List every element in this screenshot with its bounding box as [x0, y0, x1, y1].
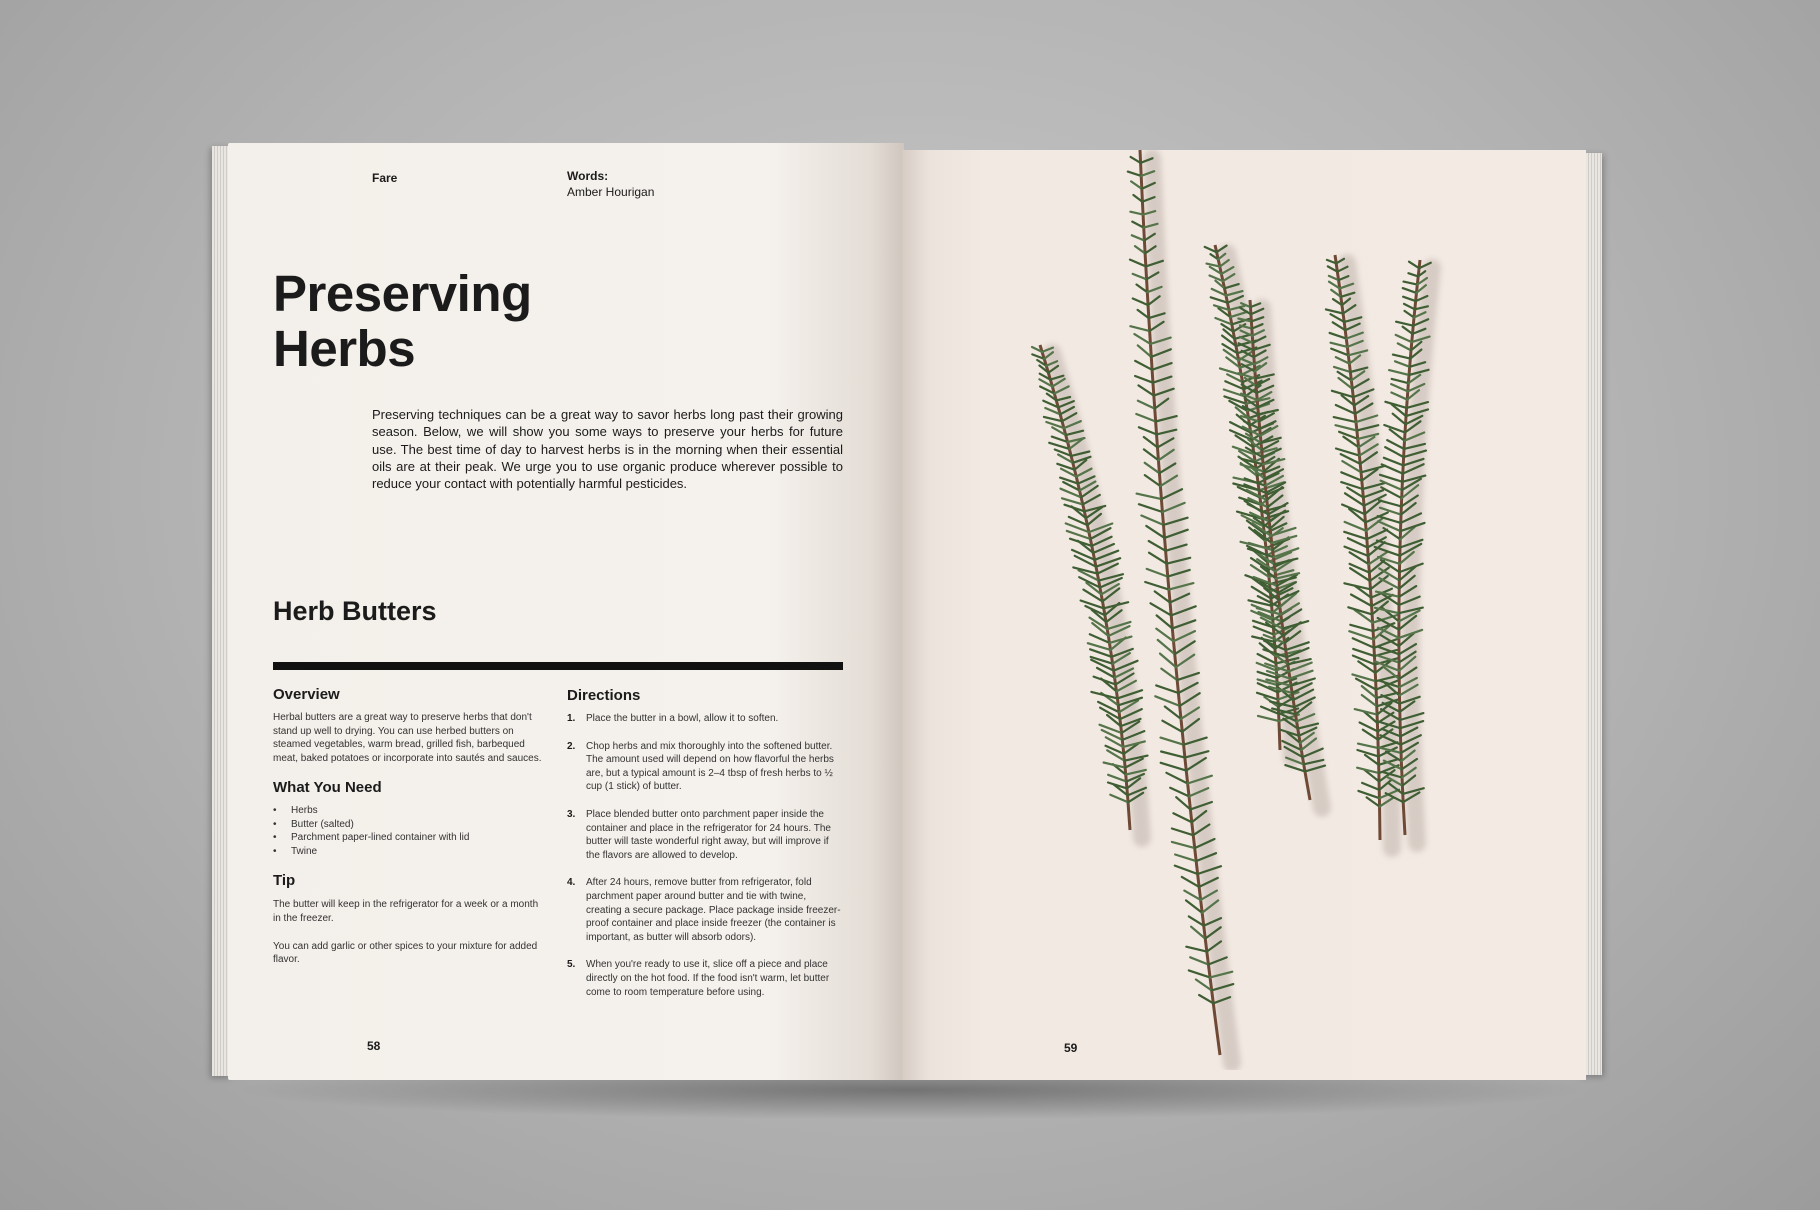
list-item: • Twine	[273, 845, 548, 859]
step-number: 2.	[567, 740, 576, 752]
article-title	[273, 266, 693, 376]
heading-rule	[273, 662, 843, 670]
step-number: 4.	[567, 877, 576, 889]
direction-step	[567, 808, 843, 862]
right-column	[567, 687, 843, 1013]
tip-heading: Tip	[273, 872, 296, 890]
section-heading: Herb Butters	[273, 596, 437, 626]
rosemary-sprigs-image	[1000, 150, 1520, 1070]
direction-step	[567, 712, 843, 726]
step-number: 1.	[567, 713, 576, 724]
title-line-2: Herbs	[273, 320, 416, 377]
page-number-left: 58	[367, 1039, 381, 1053]
overview-heading: Overview	[273, 686, 340, 703]
author-name: Amber Hourigan	[567, 185, 655, 199]
need-list	[273, 804, 548, 858]
direction-step	[567, 958, 843, 999]
list-item: • Herbs	[273, 804, 548, 818]
intro-paragraph: Preserving techniques can be a great way to savor herbs long past their growing season. Below, we will show you some ways to preserve your herbs for future use. The best time of day to harvest herbs is in the morning when their essential oils are at their peak. We urge you to use organic produce wherever possible to reduce your contact with potentially harmful pesticides.	[372, 407, 843, 492]
words-label: Words:	[567, 169, 609, 183]
step-text: Chop herbs and mix thoroughly into the softened butter. The amount used will depend on how flavorful the herbs are, but a typical amount is 2–4 tbsp of fresh herbs to ½ cup (1 stick) of butter.	[586, 740, 834, 793]
list-item: • Butter (salted)	[273, 818, 548, 832]
page-number-right: 59	[1064, 1041, 1078, 1055]
section-label: Fare	[372, 171, 398, 185]
directions-list	[567, 712, 843, 999]
step-number: 3.	[567, 808, 576, 820]
overview-text: Herbal butters are a great way to preserve herbs that don't stand up well to drying. You can use herbed butters on steamed vegetables, warm bread, grilled fish, barbequed meat, baked potatoes or incorporate into sautés and sauces.	[273, 712, 542, 764]
direction-step	[567, 740, 843, 794]
step-text: Place blended butter onto parchment paper inside the container and place in the refrigerator for 24 hours. The butter will taste wonderful right away, but will improve if the flavors are allowed to develop.	[586, 808, 831, 861]
list-item: • Parchment paper-lined container with lid	[273, 831, 548, 845]
left-column	[273, 686, 548, 967]
step-text: Place the butter in a bowl, allow it to soften.	[586, 713, 779, 724]
directions-heading: Directions	[567, 687, 641, 704]
tip-text: You can add garlic or other spices to your mixture for added flavor.	[273, 940, 538, 966]
step-text: When you're ready to use it, slice off a piece and place directly on the hot food. If the food isn't warm, let butter come to room temperature before using.	[586, 959, 830, 998]
step-text: After 24 hours, remove butter from refrigerator, fold parchment paper around butter and tie with twine, creating a secure package. Place package inside freezer-proof container and place inside freezer (the container is important, as butter will absorb odors).	[586, 877, 841, 943]
need-heading: What You Need	[273, 779, 382, 797]
step-number: 5.	[567, 959, 576, 971]
direction-step	[567, 876, 843, 944]
title-line-1: Preserving	[273, 265, 532, 322]
tip-text: The butter will keep in the refrigerator for a week or a month in the freezer.	[273, 899, 539, 924]
